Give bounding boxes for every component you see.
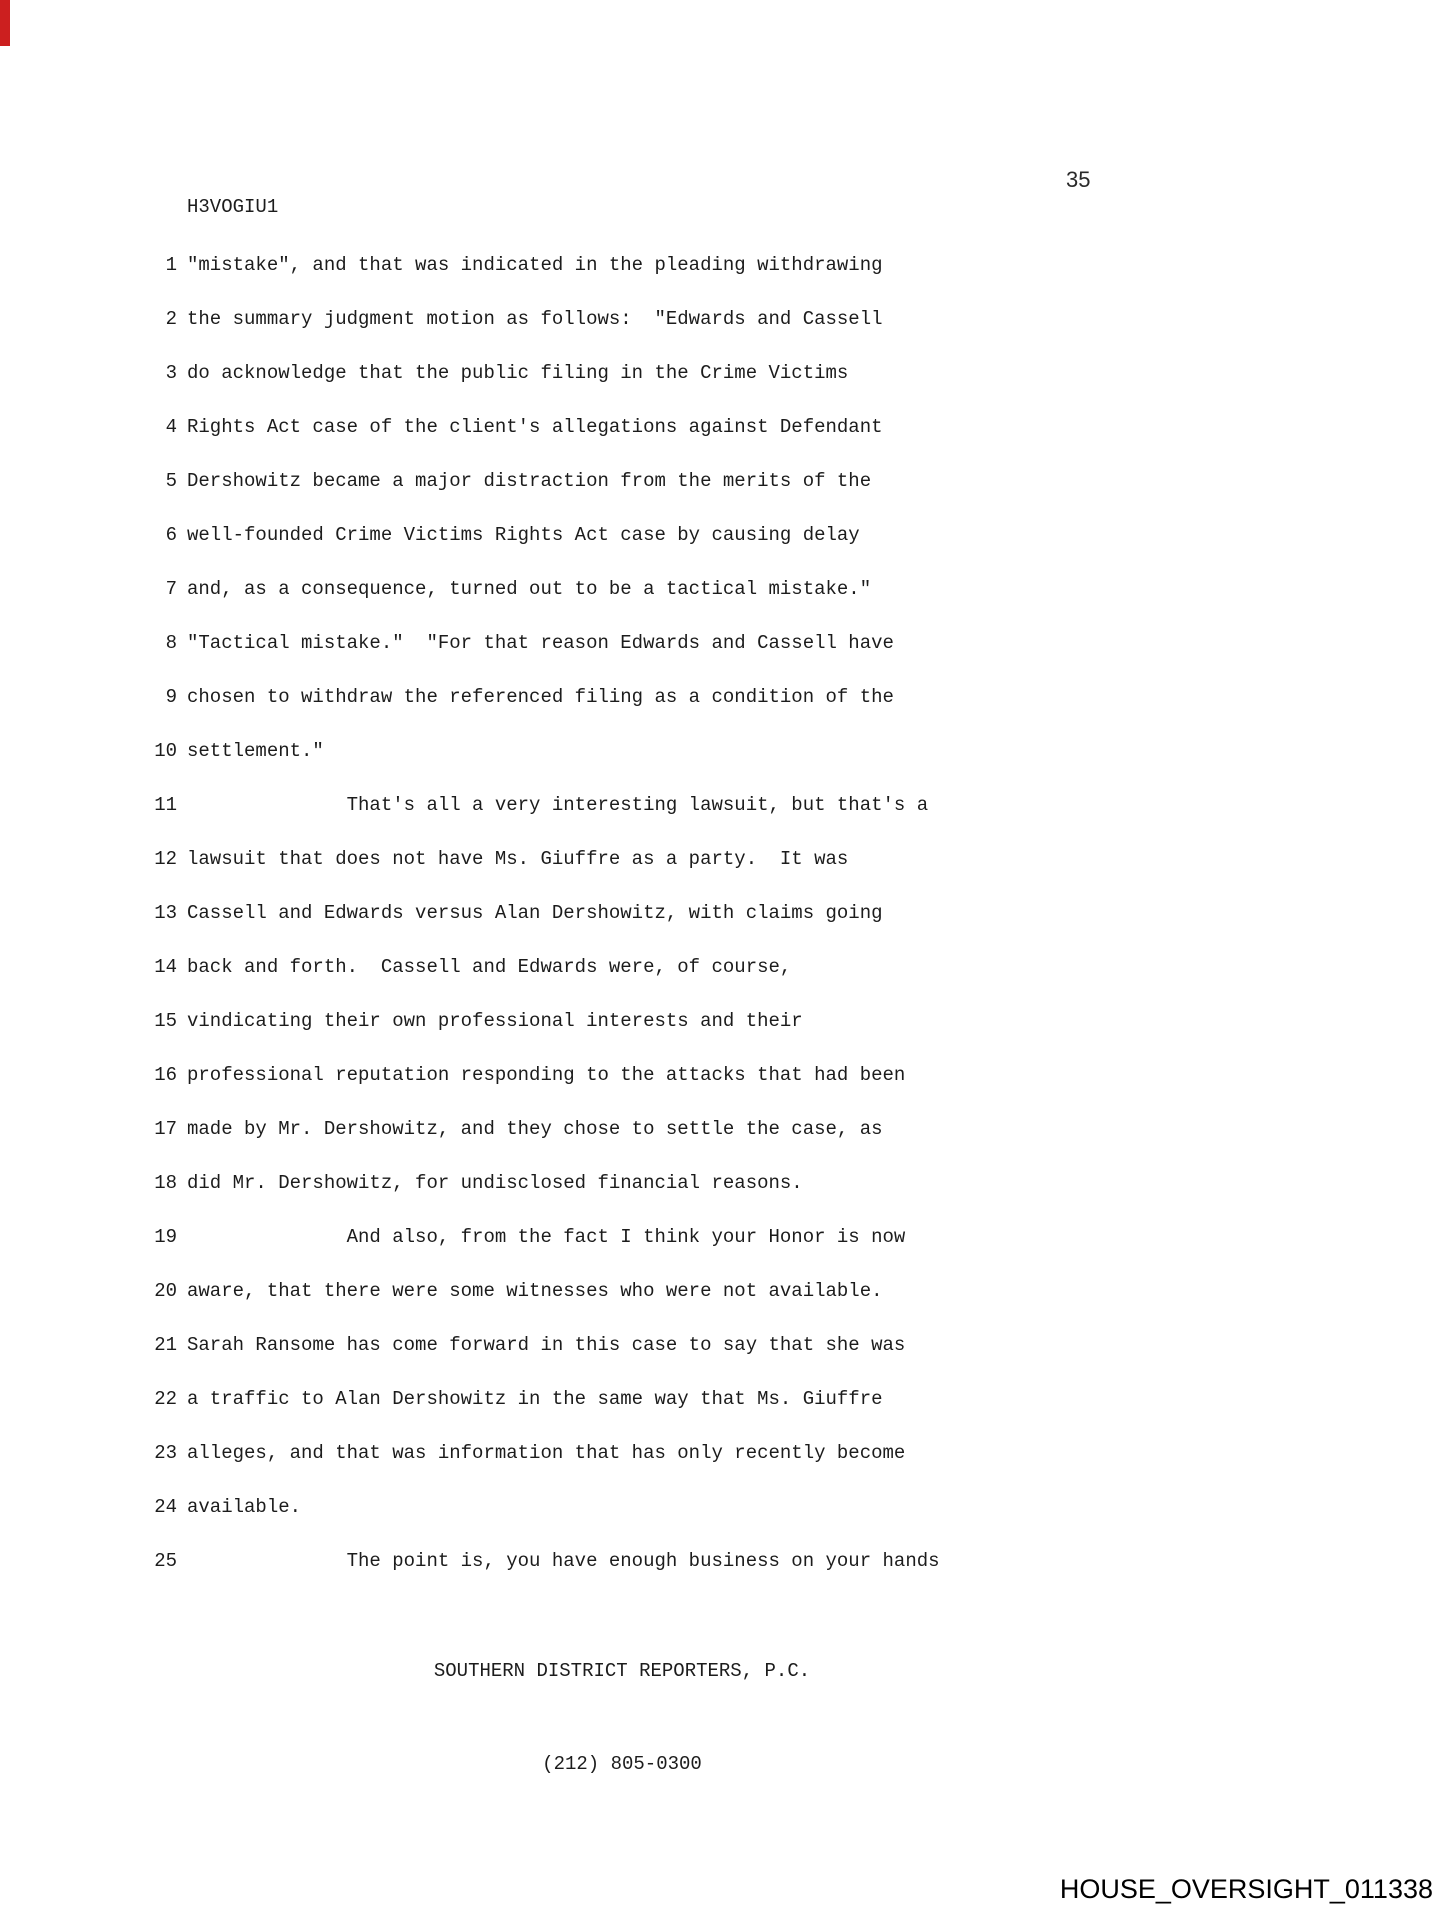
transcript-line [0,1210,1453,1264]
transcript-line [0,616,1453,670]
line-number: 19 [154,1226,177,1248]
line-text: do acknowledge that the public filing in the Crime Victims [187,362,849,384]
line-text: Dershowitz became a major distraction from the merits of the [187,470,872,492]
line-text: chosen to withdraw the referenced filing as a condition of the [187,686,894,708]
transcript-line [0,346,1453,400]
transcript-line [0,940,1453,994]
line-number: 23 [154,1442,177,1464]
transcript-line [0,1102,1453,1156]
transcript-line [0,508,1453,562]
line-number: 17 [154,1118,177,1140]
line-text: available. [187,1496,302,1518]
line-number: 8 [165,632,177,654]
line-text: lawsuit that does not have Ms. Giuffre as a party. It was [187,848,849,870]
transcript-line [0,292,1453,346]
line-number: 4 [165,416,177,438]
transcript-session-id: H3VOGIU1 [187,196,279,218]
reporter-phone: (212) 805-0300 [542,1753,702,1775]
line-number: 9 [165,686,177,708]
line-number: 13 [154,902,177,924]
line-text: professional reputation responding to the attacks that had been [187,1064,906,1086]
transcript-line [0,238,1453,292]
transcript-line [0,832,1453,886]
line-number: 25 [154,1550,177,1572]
line-text: Cassell and Edwards versus Alan Dershowitz, with claims going [187,902,883,924]
transcript-body [0,238,1453,1588]
transcript-line [0,1534,1453,1588]
line-text: "mistake", and that was indicated in the pleading withdrawing [187,254,883,276]
line-text: settlement." [187,740,324,762]
line-number: 11 [154,794,177,816]
bates-stamp: HOUSE_OVERSIGHT_011338 [1059,1874,1433,1904]
line-text: Sarah Ransome has come forward in this case to say that she was [187,1334,906,1356]
line-text: vindicating their own professional interests and their [187,1010,803,1032]
transcript-line [0,724,1453,778]
line-text: a traffic to Alan Dershowitz in the same way that Ms. Giuffre [187,1388,883,1410]
line-number: 12 [154,848,177,870]
line-text: The point is, you have enough business on your hands [187,1550,940,1572]
line-text: back and forth. Cassell and Edwards were, of course, [187,956,792,978]
line-number: 18 [154,1172,177,1194]
line-text: made by Mr. Dershowitz, and they chose to settle the case, as [187,1118,883,1140]
line-number: 22 [154,1388,177,1410]
line-text: That's all a very interesting lawsuit, but that's a [187,794,929,816]
transcript-line [0,1426,1453,1480]
line-number: 14 [154,956,177,978]
line-number: 15 [154,1010,177,1032]
transcript-line [0,778,1453,832]
page-number: 35 [1066,167,1091,192]
transcript-line [0,1156,1453,1210]
line-number: 2 [165,308,177,330]
line-text: well-founded Crime Victims Rights Act case by causing delay [187,524,860,546]
transcript-line [0,1048,1453,1102]
transcript-line [0,562,1453,616]
line-text: did Mr. Dershowitz, for undisclosed financial reasons. [187,1172,803,1194]
line-number: 20 [154,1280,177,1302]
corner-red-mark [0,0,10,46]
reporter-name: SOUTHERN DISTRICT REPORTERS, P.C. [433,1660,811,1682]
line-number: 3 [165,362,177,384]
line-number: 7 [165,578,177,600]
transcript-line [0,670,1453,724]
reporter-footer [187,1594,1057,1842]
line-text: aware, that there were some witnesses who were not available. [187,1280,883,1302]
transcript-line [0,1372,1453,1426]
transcript-line [0,1480,1453,1534]
line-text: "Tactical mistake." "For that reason Edwards and Cassell have [187,632,894,654]
line-number: 6 [165,524,177,546]
transcript-line [0,994,1453,1048]
line-text: and, as a consequence, turned out to be a tactical mistake." [187,578,872,600]
line-number: 24 [154,1496,177,1518]
transcript-line [0,1318,1453,1372]
transcript-line [0,886,1453,940]
line-number: 21 [154,1334,177,1356]
transcript-line [0,400,1453,454]
line-number: 16 [154,1064,177,1086]
line-text: And also, from the fact I think your Honor is now [187,1226,906,1248]
line-text: Rights Act case of the client's allegations against Defendant [187,416,883,438]
line-number: 1 [165,254,177,276]
line-number: 5 [165,470,177,492]
line-number: 10 [154,740,177,762]
transcript-line [0,1264,1453,1318]
line-text: alleges, and that was information that has only recently become [187,1442,906,1464]
line-text: the summary judgment motion as follows: "Edwards and Cassell [187,308,883,330]
transcript-line [0,454,1453,508]
